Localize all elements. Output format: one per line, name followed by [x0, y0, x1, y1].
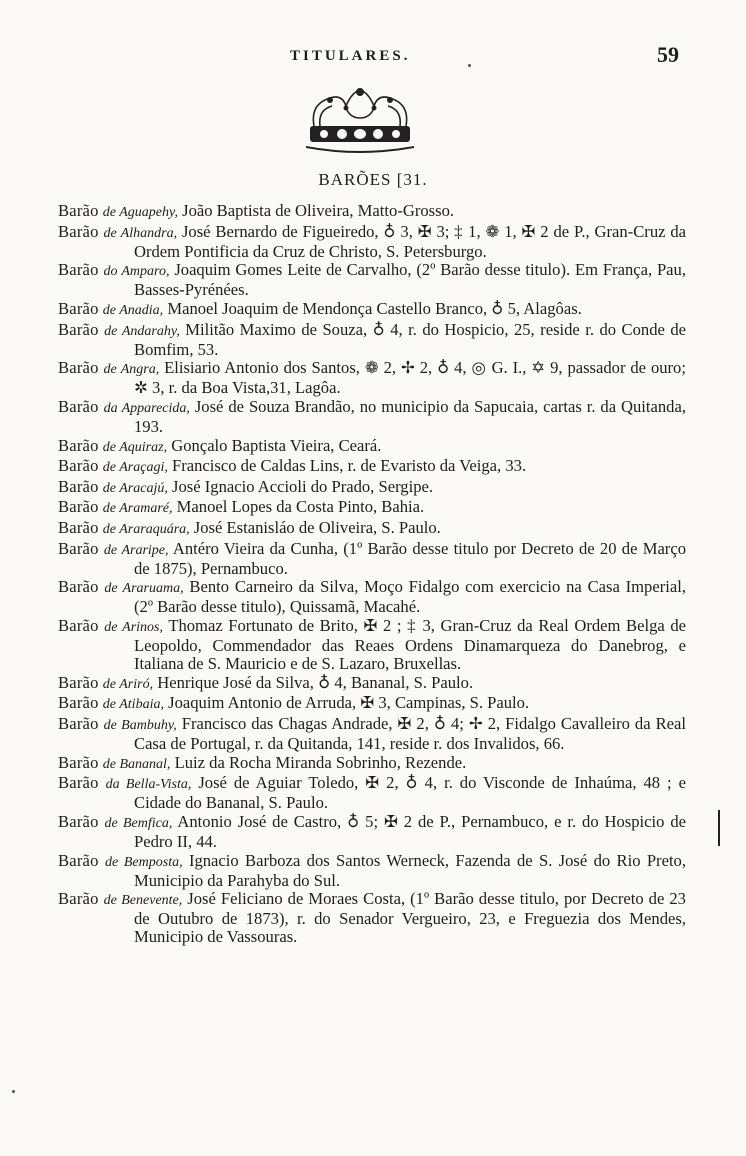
entry-text: José de Souza Brandão, no municipio da Sapucaia, cartas r. da Quitanda, 193. [134, 396, 686, 437]
speck [468, 64, 471, 67]
entry-text: Luiz da Rocha Miranda Sobrinho, Rezende. [174, 752, 467, 772]
entry [58, 754, 686, 774]
section-title: BARÕES [31. [318, 170, 428, 189]
entry-prefix: Barão [58, 221, 99, 241]
title-name: de Atibaia, [102, 697, 164, 713]
entry-prefix: Barão [58, 577, 99, 597]
entry-prefix: Barão [58, 358, 99, 378]
entry-text: Antéro Vieira da Cunha, (1º Barão desse titulo por Decreto de 20 de Março de 1875), Pernambuco. [134, 538, 686, 578]
entry-prefix: Barão [58, 319, 99, 339]
entry-prefix: Barão [58, 435, 99, 455]
entry-text: José Ignacio Accioli do Prado, Sergipe. [172, 476, 434, 496]
title-name: de Araraquára, [102, 522, 190, 537]
entry [58, 437, 686, 457]
entry [58, 813, 686, 851]
entry [58, 478, 686, 498]
crown-ornament-icon [300, 86, 420, 154]
title-name: da Bella-Vista, [105, 777, 192, 793]
title-name: de Ariró, [102, 676, 154, 692]
entry [58, 398, 686, 436]
entry-text: Thomaz Fortunato de Brito, ✠ 2 ; ‡ 3, Gran-Cruz da Real Ordem Belga de Leopoldo, Commendador das Reaes Ordens Dinamarqueza do Danebrog, e Italiana de S. Mauricio e de S. Lazaro, Bruxellas. [134, 615, 686, 674]
entry [58, 715, 686, 753]
page-number: 59 [657, 42, 679, 67]
entry [58, 457, 686, 477]
entry-prefix: Barão [58, 773, 99, 793]
title-name: da Apparecida, [103, 400, 190, 416]
entry [58, 694, 686, 714]
entry-text: Joaquim Gomes Leite de Carvalho, (2º Barão desse titulo). Em França, Pau, Basses-Pyrénées. [134, 260, 686, 300]
title-name: de Bambuhy, [103, 717, 177, 733]
entry [58, 300, 686, 320]
entry-prefix: Barão [58, 615, 99, 635]
entry-text: Bento Carneiro da Silva, Moço Fidalgo com exercicio na Casa Imperial, (2º Barão desse titulo), Quissamã, Macahé. [134, 577, 686, 617]
entry [58, 359, 686, 397]
entry-prefix: Barão [58, 476, 99, 496]
title-name: de Aguapehy, [102, 205, 178, 220]
entry-text: Gonçalo Baptista Vieira, Ceará. [171, 435, 382, 455]
entry-text: Henrique José da Silva, ♁ 4, Bananal, S. Paulo. [157, 672, 474, 692]
entry [58, 578, 686, 616]
title-name: de Andarahy, [104, 323, 180, 339]
entry-text: Francisco das Chagas Andrade, ✠ 2, ♁ 4; ✢ 2, Fidalgo Cavalleiro da Real Casa de Portugal, r. da Quitanda, 141, reside r. dos Invalidos, 66. [134, 713, 686, 754]
title-name: de Aramaré, [102, 501, 173, 517]
running-title: TITULARES. [290, 48, 411, 64]
entry-text: Militão Maximo de Souza, ♁ 4, r. do Hospicio, 25, reside r. do Conde de Bomfim, 53. [134, 319, 686, 359]
entry [58, 223, 686, 261]
entry-prefix: Barão [58, 298, 99, 318]
entry [58, 498, 686, 518]
entry-text: José Feliciano de Moraes Costa, (1º Barão desse titulo, por Decreto de 23 de Outubro de 1873), r. do Senador Vergueiro, 23, e Freguezia dos Mendes, Municipio de Vassouras. [134, 889, 686, 947]
entry [58, 261, 686, 299]
entry-text: Manoel Lopes da Costa Pinto, Bahia. [176, 497, 425, 517]
title-name: de Arinos, [104, 619, 163, 635]
title-name: de Angra, [103, 362, 160, 378]
entry-prefix: Barão [58, 497, 99, 517]
title-name: de Araçagi, [102, 460, 168, 476]
title-name: de Bananal, [102, 756, 171, 772]
entry-text: João Baptista de Oliveira, Matto-Grosso. [182, 201, 455, 220]
title-name: de Benevente, [103, 893, 183, 909]
entry-prefix: Barão [58, 201, 99, 220]
entry [58, 321, 686, 359]
entry-prefix: Barão [58, 713, 99, 733]
entry-prefix: Barão [58, 672, 99, 692]
entry-prefix: Barão [58, 396, 99, 416]
entry [58, 674, 686, 694]
entry-text: Ignacio Barboza dos Santos Werneck, Fazenda de S. José do Rio Preto, Municipio da Parahyba do Sul. [134, 850, 686, 890]
title-name: do Amparo, [103, 264, 170, 280]
title-name: de Bemposta, [104, 854, 183, 870]
entry-prefix: Barão [58, 260, 99, 280]
entry-text: José de Aguiar Toledo, ✠ 2, ♁ 4, r. do Visconde de Inhaúma, 48 ; e Cidade do Bananal, S. Paulo. [134, 773, 686, 813]
entry-prefix: Barão [58, 889, 99, 909]
entry-prefix: Barão [58, 811, 99, 831]
entry-prefix: Barão [58, 850, 99, 870]
entry [58, 202, 686, 222]
entry [58, 540, 686, 578]
title-name: de Anadia, [102, 302, 164, 318]
entry [58, 617, 686, 673]
entry-text: José Bernardo de Figueiredo, ♁ 3, ✠ 3; ‡ 1, ❁ 1, ✠ 2 de P., Gran-Cruz da Ordem Pontificia da Cruz de Christo, S. Petersburgo. [134, 221, 687, 261]
margin-mark [718, 810, 720, 846]
title-name: de Araripe, [103, 542, 169, 558]
entry-text: Manoel Joaquim de Mendonça Castello Branco, ♁ 5, Alagôas. [167, 298, 582, 318]
title-name: de Alhandra, [103, 225, 178, 241]
entry-text: Antonio José de Castro, ♁ 5; ✠ 2 de P., Pernambuco, e r. do Hospicio de Pedro II, 44. [134, 811, 687, 851]
title-name: de Aquiraz, [102, 439, 168, 455]
entry [58, 852, 686, 890]
running-head [0, 42, 746, 72]
entry-list [58, 202, 686, 947]
entry [58, 519, 686, 539]
entry [58, 774, 686, 812]
title-name: de Bemfica, [104, 815, 173, 831]
title-name: de Araruama, [104, 581, 184, 597]
entry-text: Elisiario Antonio dos Santos, ❁ 2, ✢ 2, ♁ 4, ◎ G. I., ✡ 9, passador de ouro; ✲ 3, r. da Boa Vista,31, Lagôa. [134, 358, 686, 398]
entry-prefix: Barão [58, 518, 99, 537]
entry-prefix: Barão [58, 693, 99, 713]
entry-text: José Estanisláo de Oliveira, S. Paulo. [193, 518, 441, 537]
entry [58, 890, 686, 946]
entry-text: Joaquim Antonio de Arruda, ✠ 3, Campinas, S. Paulo. [168, 693, 530, 713]
title-name: de Aracajú, [102, 480, 168, 496]
entry-prefix: Barão [58, 752, 99, 772]
entry-prefix: Barão [58, 456, 99, 476]
entry-text: Francisco de Caldas Lins, r. de Evaristo da Veiga, 33. [172, 456, 527, 476]
speck [12, 1090, 15, 1093]
entry-prefix: Barão [58, 538, 99, 558]
